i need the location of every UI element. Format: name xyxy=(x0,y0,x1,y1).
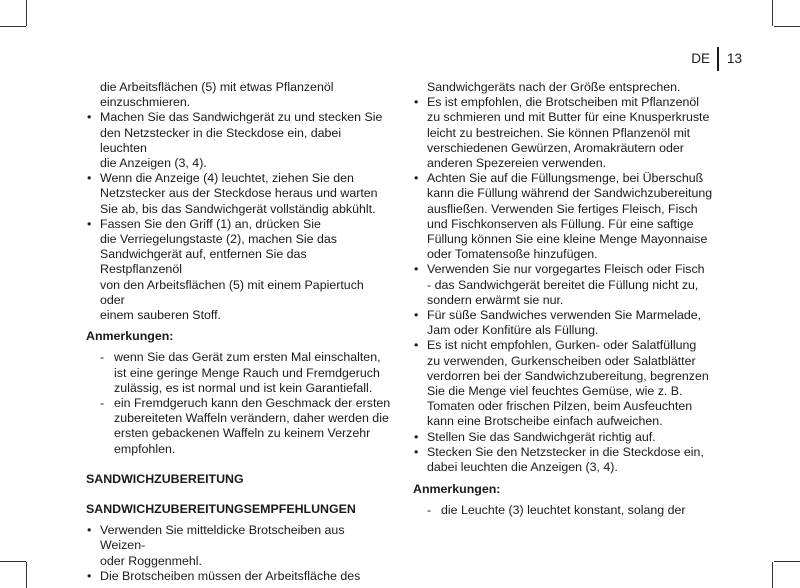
recommendation-list xyxy=(86,523,391,584)
crop-mark xyxy=(26,562,27,588)
list-item: • Verwenden Sie mitteldicke Brotscheiben aus Weizen- oder Roggenmehl. xyxy=(86,523,391,569)
continued-paragraph: Sandwichgeräts nach der Größe entsprechen. xyxy=(427,80,681,94)
continued-paragraph: die Arbeitsflächen (5) mit etwas Pflanzenöl einzuschmieren. xyxy=(100,80,334,110)
header-divider xyxy=(717,47,719,71)
list-item: • Wenn die Anzeige (4) leuchtet, ziehen Sie den Netzstecker aus der Steckdose heraus und warten Sie ab, bis das Sandwichgerät vollständig abkühlt. xyxy=(86,171,391,217)
notes-heading: Anmerkungen: xyxy=(86,329,174,344)
crop-mark xyxy=(26,0,27,26)
list-item: - wenn Sie das Gerät zum ersten Mal einschalten, ist eine geringe Menge Rauch und Fremdgeruch zulässig, es ist normal und ist kein Garantiefall. xyxy=(86,350,391,396)
list-item: • Es ist nicht empfohlen, Gurken- oder Salatfüllung zu verwenden, Gurkenscheiben oder Salatblätter verdorren bei der Sandwichzubereitung, begrenzen Sie die Menge viel feuchtes Gemüse, wie z. B. Tomaten oder frischen Pilzen, beim Ausfeuchten kann eine Brotscheibe einfach aufweichen. xyxy=(413,338,713,429)
crop-mark xyxy=(774,561,800,562)
language-label: DE xyxy=(691,51,710,67)
left-column xyxy=(86,80,391,584)
list-item: • Es ist empfohlen, die Brotscheiben mit Pflanzenöl zu schmieren und mit Butter für eine Knusperkruste leicht zu bestreichen. Sie können Pflanzenöl mit verschiedenen Gewürzen, Aromakräutern oder anderen Spezereien verwenden. xyxy=(413,95,713,171)
crop-mark xyxy=(0,26,26,27)
crop-mark xyxy=(774,26,800,27)
crop-mark xyxy=(772,0,773,26)
notes-list xyxy=(86,350,391,456)
list-item: • Stellen Sie das Sandwichgerät richtig auf. xyxy=(413,430,713,445)
list-item: • Fassen Sie den Griff (1) an, drücken Sie die Verriegelungstaste (2), machen Sie das Sandwichgerät auf, entfernen Sie das Restpflanzenöl von den Arbeitsflächen (5) mit einem Papiertuch oder einem sauberen Stoff. xyxy=(86,217,391,323)
list-item: • Machen Sie das Sandwichgerät zu und stecken Sie den Netzstecker in die Steckdose ein, dabei leuchten die Anzeigen (3, 4). xyxy=(86,110,391,171)
list-item: • Stecken Sie den Netzstecker in die Steckdose ein, dabei leuchten die Anzeigen (3, 4). xyxy=(413,445,713,475)
list-item: • Für süße Sandwiches verwenden Sie Marmelade, Jam oder Konfitüre als Füllung. xyxy=(413,308,713,338)
list-item: - ein Fremdgeruch kann den Geschmack der ersten zubereiteten Waffeln verändern, daher werden die ersten gebackenen Waffeln zu keinem Verzehr empfohlen. xyxy=(86,396,391,457)
list-item: • Verwenden Sie nur vorgegartes Fleisch oder Fisch - das Sandwichgerät bereitet die Füllung nicht zu, sondern erwärmt sie nur. xyxy=(413,262,713,308)
subsection-heading: SANDWICHZUBEREITUNGSEMPFEHLUNGEN xyxy=(86,502,356,517)
notes-list xyxy=(413,503,713,518)
list-item: - die Leuchte (3) leuchtet konstant, solang der xyxy=(413,503,713,518)
recommendation-list xyxy=(413,95,713,475)
section-heading: SANDWICHZUBEREITUNG xyxy=(86,471,244,486)
list-item: • Achten Sie auf die Füllungsmenge, bei Überschuß kann die Füllung während der Sandwichzubereitung ausfließen. Verwenden Sie fertiges Fleisch, Fisch und Fischkonserven als Füllung. Für eine saftige Füllung können Sie eine kleine Menge Mayonnaise oder Tomatensoße hinzufügen. xyxy=(413,171,713,262)
page-header xyxy=(691,47,742,71)
notes-heading: Anmerkungen: xyxy=(413,482,501,497)
page-number: 13 xyxy=(726,51,742,67)
crop-mark xyxy=(772,562,773,588)
crop-mark xyxy=(0,561,26,562)
instruction-list xyxy=(86,110,391,323)
list-item: • Die Brotscheiben müssen der Arbeitsfläche des xyxy=(86,569,391,584)
right-column xyxy=(413,80,713,519)
